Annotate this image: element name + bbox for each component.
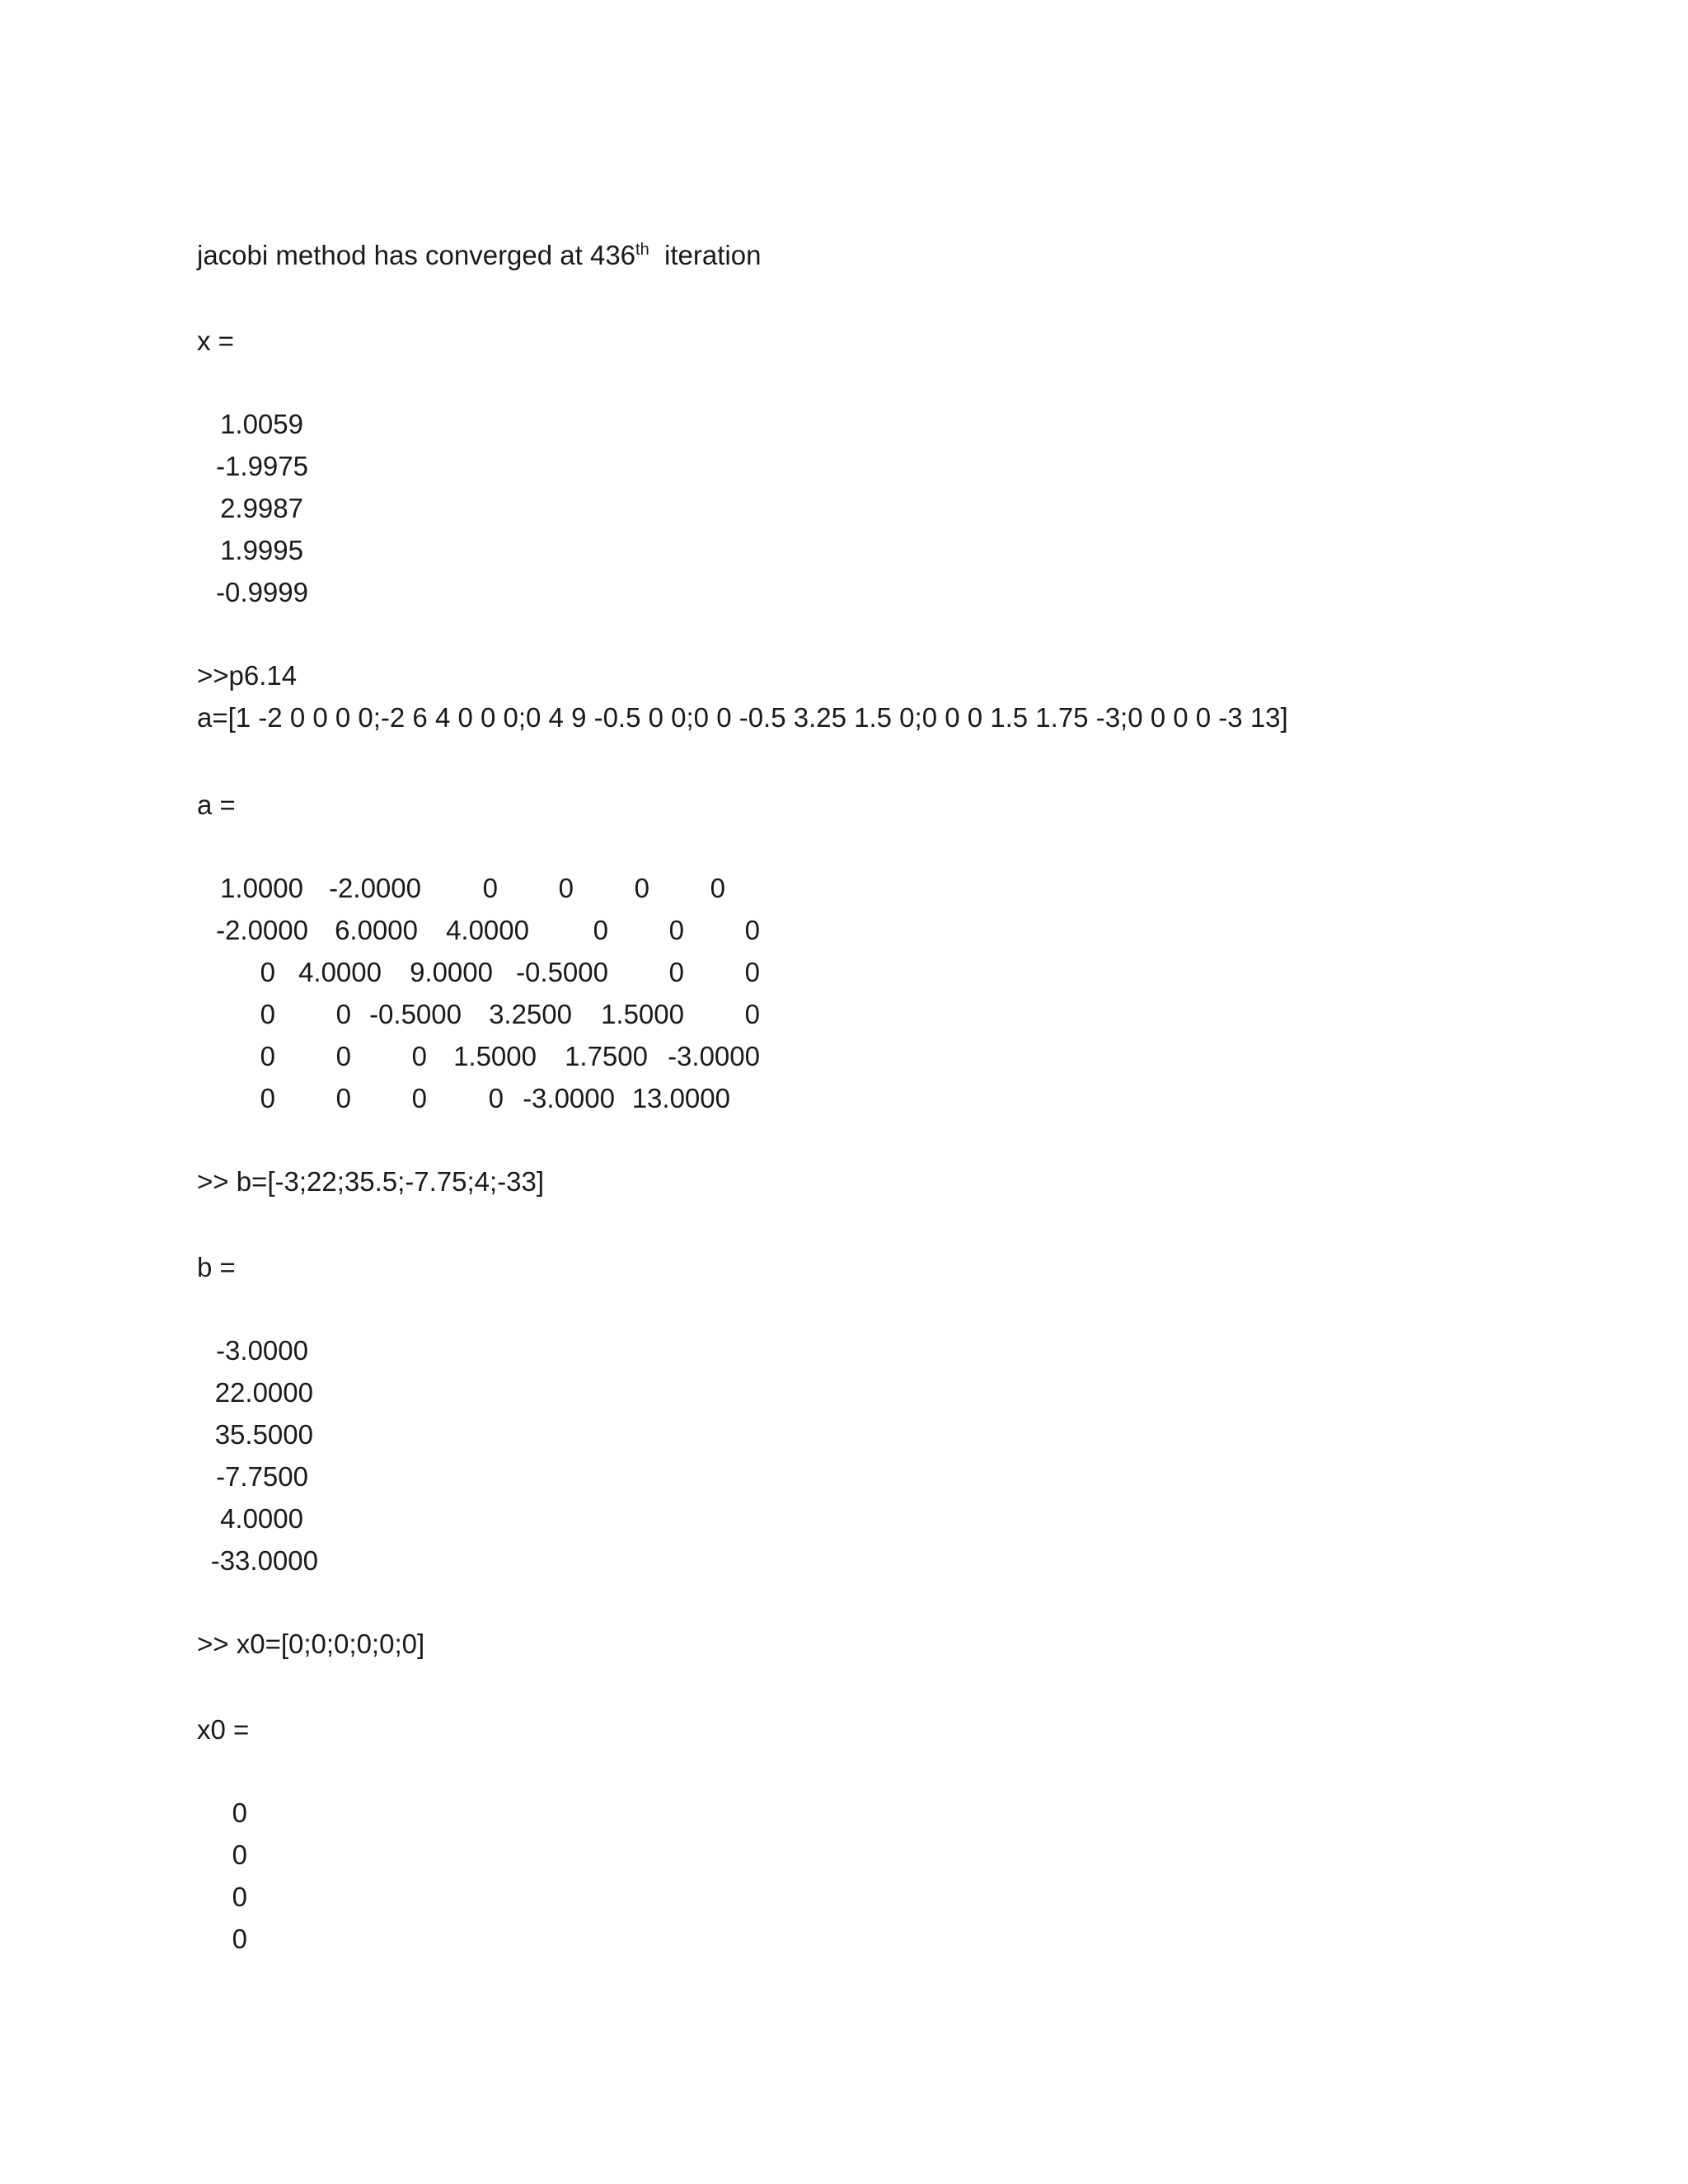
matrix-cell: 0 <box>558 873 574 903</box>
heading-superscript: th <box>635 241 649 259</box>
matrix-cell: 0 <box>634 873 649 903</box>
matrix-cell: 0 <box>411 1041 427 1071</box>
convergence-heading <box>197 239 761 272</box>
script-command: >>p6.14 <box>197 660 298 691</box>
a-label: a = <box>197 790 236 820</box>
matrix-cell: -3.0000 <box>668 1041 760 1071</box>
matrix-cell: 0 <box>668 957 684 987</box>
b-label: b = <box>197 1252 236 1282</box>
x0-label: x0 = <box>197 1714 250 1745</box>
matrix-cell: 0 <box>744 915 760 945</box>
matrix-a-command: a=[1 -2 0 0 0 0;-2 6 4 0 0 0;0 4 9 -0.5 0 0;0 0 -0.5 3.25 1.5 0;0 0 0 1.5 1.75 -3;0 0 0 0 -3 13] <box>197 702 1288 733</box>
x-value: 1.0059 <box>220 409 303 439</box>
matrix-cell: -0.5000 <box>516 957 608 987</box>
matrix-cell: 0 <box>710 873 725 903</box>
matrix-cell: 13.0000 <box>631 1083 730 1113</box>
x-value: -0.9999 <box>216 577 308 607</box>
x0-value: 0 <box>232 1882 247 1912</box>
heading-prefix: jacobi method has converged at 436 <box>197 240 636 270</box>
x0-value: 0 <box>232 1797 247 1828</box>
matrix-cell: 3.2500 <box>489 999 572 1029</box>
matrix-cell: 0 <box>260 957 275 987</box>
matrix-cell: 1.0000 <box>220 873 303 903</box>
matrix-cell: 0 <box>482 873 498 903</box>
matrix-cell: 0 <box>260 1041 275 1071</box>
b-value: -33.0000 <box>210 1545 318 1576</box>
matrix-cell: 0 <box>335 999 351 1029</box>
x0-value: 0 <box>232 1840 247 1870</box>
x-value: 2.9987 <box>220 493 303 523</box>
matrix-cell: 0 <box>593 915 608 945</box>
matrix-cell: 6.0000 <box>335 915 418 945</box>
matrix-cell: 1.5000 <box>453 1041 537 1071</box>
matrix-cell: 0 <box>744 957 760 987</box>
matrix-cell: 1.7500 <box>565 1041 648 1071</box>
b-value: 22.0000 <box>214 1377 313 1408</box>
x-value: -1.9975 <box>216 451 308 481</box>
matrix-cell: 9.0000 <box>410 957 493 987</box>
matrix-cell: 4.0000 <box>446 915 529 945</box>
b-value: 35.5000 <box>214 1419 313 1450</box>
matrix-cell: 0 <box>411 1083 427 1113</box>
b-value: 4.0000 <box>220 1503 303 1534</box>
matrix-cell: 1.5000 <box>601 999 684 1029</box>
matrix-cell: 4.0000 <box>298 957 382 987</box>
matrix-cell: 0 <box>488 1083 504 1113</box>
x-value: 1.9995 <box>220 535 303 565</box>
vector-b-command: >> b=[-3;22;35.5;-7.75;4;-33] <box>197 1166 545 1197</box>
matrix-cell: -3.0000 <box>523 1083 615 1113</box>
heading-suffix: iteration <box>649 240 762 270</box>
b-value: -7.7500 <box>216 1461 308 1492</box>
matrix-cell: 0 <box>668 915 684 945</box>
matrix-cell: -2.0000 <box>329 873 421 903</box>
b-value: -3.0000 <box>216 1335 308 1366</box>
initial-guess-command: >> x0=[0;0;0;0;0;0] <box>197 1629 425 1659</box>
matrix-cell: 0 <box>260 999 275 1029</box>
matrix-cell: -2.0000 <box>216 915 308 945</box>
matrix-cell: 0 <box>744 999 760 1029</box>
matrix-cell: 0 <box>335 1041 351 1071</box>
x-label: x = <box>197 326 234 356</box>
matrix-cell: 0 <box>260 1083 275 1113</box>
x0-value: 0 <box>232 1924 247 1954</box>
matrix-cell: -0.5000 <box>369 999 462 1029</box>
matrix-cell: 0 <box>335 1083 351 1113</box>
